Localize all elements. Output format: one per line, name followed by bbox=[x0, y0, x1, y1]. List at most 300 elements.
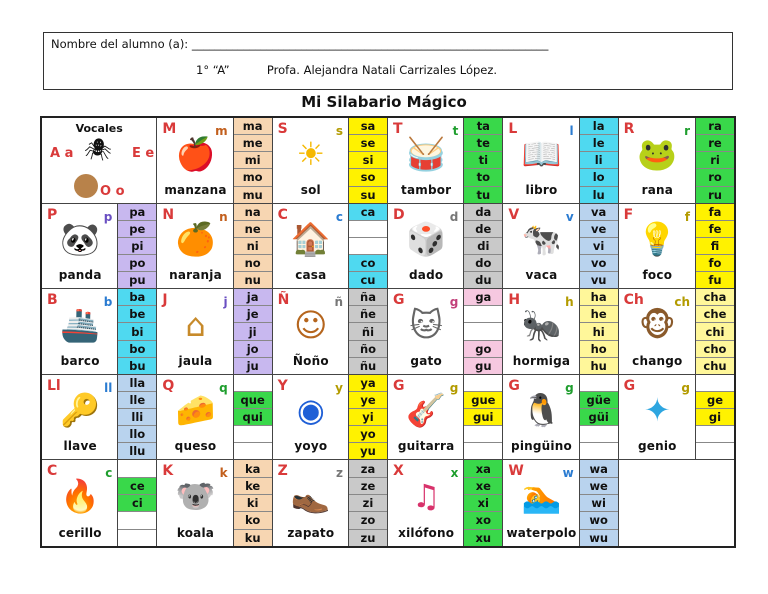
syllable: zo bbox=[349, 512, 387, 529]
uppercase-letter: J bbox=[162, 292, 168, 309]
letter-cell bbox=[273, 289, 388, 375]
lowercase-letter: w bbox=[562, 466, 574, 481]
picture-word: Ñoño bbox=[292, 353, 329, 368]
syllable: ci bbox=[118, 495, 156, 512]
syllable: nu bbox=[234, 272, 272, 288]
uppercase-letter: K bbox=[162, 463, 174, 480]
syllable: ru bbox=[696, 187, 734, 203]
syllable: te bbox=[464, 135, 502, 152]
vowel-a: A a bbox=[50, 146, 74, 161]
syllable: bo bbox=[118, 341, 156, 358]
syllable-column bbox=[463, 118, 502, 203]
syllable: yi bbox=[349, 409, 387, 426]
syllable bbox=[118, 530, 156, 546]
syllable: zi bbox=[349, 495, 387, 512]
syllable bbox=[349, 238, 387, 255]
syllable: la bbox=[580, 118, 618, 135]
lowercase-letter: x bbox=[450, 466, 459, 481]
syllable bbox=[464, 306, 502, 323]
syllable: ta bbox=[464, 118, 502, 135]
letter-cell bbox=[157, 460, 272, 546]
syllable: lli bbox=[118, 409, 156, 426]
picture-word: jaula bbox=[178, 353, 213, 368]
letter-picture-area bbox=[42, 375, 118, 460]
syllable bbox=[234, 375, 272, 392]
syllable bbox=[696, 375, 734, 392]
letter-picture-area bbox=[273, 289, 349, 374]
syllable-column bbox=[579, 460, 618, 546]
letter-cell bbox=[388, 204, 503, 290]
syllable bbox=[349, 221, 387, 238]
syllable: ye bbox=[349, 392, 387, 409]
syllable: ha bbox=[580, 289, 618, 306]
syllable: he bbox=[580, 306, 618, 323]
monkey-icon: 🐵 bbox=[638, 305, 676, 344]
picture-word: casa bbox=[295, 268, 327, 283]
letter-picture-area bbox=[157, 118, 233, 203]
syllable: pu bbox=[118, 272, 156, 288]
letter-cell bbox=[157, 118, 272, 204]
penguin-icon: 🐧 bbox=[521, 391, 562, 430]
syllable bbox=[464, 375, 502, 392]
lowercase-letter: z bbox=[336, 466, 343, 481]
page-title: Mi Silabario Mágico bbox=[301, 93, 467, 111]
syllable: cha bbox=[696, 289, 734, 306]
syllable: za bbox=[349, 460, 387, 477]
apple-icon: 🍎 bbox=[175, 134, 216, 173]
syllable: ñe bbox=[349, 306, 387, 323]
letter-cell bbox=[388, 375, 503, 461]
syllable: güe bbox=[580, 392, 618, 409]
drum-icon: 🥁 bbox=[406, 134, 447, 173]
syllable: xa bbox=[464, 460, 502, 477]
uppercase-letter: H bbox=[508, 292, 521, 309]
lowercase-letter: t bbox=[452, 124, 459, 138]
book-icon: 📖 bbox=[521, 134, 562, 173]
syllable-column bbox=[233, 204, 272, 289]
syllable: ño bbox=[349, 341, 387, 358]
syllable: pa bbox=[118, 204, 156, 221]
syllable: xu bbox=[464, 530, 502, 546]
yoyo-icon: ◉ bbox=[296, 391, 325, 430]
cat-icon: 🐱 bbox=[409, 305, 443, 344]
uppercase-letter: R bbox=[623, 121, 635, 137]
ship-icon: 🚢 bbox=[60, 305, 101, 344]
syllable: zu bbox=[349, 530, 387, 546]
lowercase-letter: g bbox=[565, 380, 574, 395]
syllable-column bbox=[579, 118, 618, 203]
syllable: gui bbox=[464, 409, 502, 426]
picture-word: sol bbox=[300, 182, 321, 197]
syllable: ja bbox=[234, 289, 272, 306]
syllable: ma bbox=[234, 118, 272, 135]
bear-icon bbox=[74, 174, 98, 198]
syllable-column bbox=[463, 289, 502, 374]
picture-word: genio bbox=[638, 439, 677, 454]
letter-picture-area bbox=[503, 204, 579, 289]
lowercase-letter: l bbox=[569, 124, 574, 138]
letter-picture-area bbox=[157, 460, 233, 546]
letter-picture-area bbox=[388, 204, 464, 289]
syllable-column bbox=[233, 460, 272, 546]
letter-picture-area bbox=[388, 460, 464, 546]
syllable: fo bbox=[696, 255, 734, 272]
uppercase-letter: Y bbox=[277, 377, 288, 394]
genie-icon: ✦ bbox=[643, 391, 671, 430]
uppercase-letter: L bbox=[508, 121, 518, 137]
lowercase-letter: q bbox=[219, 380, 228, 395]
syllable bbox=[464, 426, 502, 443]
syllable: vu bbox=[580, 272, 618, 288]
uppercase-letter: G bbox=[393, 377, 405, 394]
syllable: fa bbox=[696, 204, 734, 221]
syllable bbox=[234, 426, 272, 443]
letter-picture-area bbox=[273, 375, 349, 460]
bulb-icon: 💡 bbox=[637, 220, 678, 259]
letter-cell bbox=[42, 460, 157, 546]
uppercase-letter: Ll bbox=[47, 377, 61, 394]
letter-picture-area bbox=[42, 289, 118, 374]
letter-cell bbox=[273, 204, 388, 290]
syllable: ña bbox=[349, 289, 387, 306]
uppercase-letter: T bbox=[393, 121, 403, 137]
letter-picture-area bbox=[273, 118, 349, 203]
syllable: we bbox=[580, 478, 618, 495]
syllable: pe bbox=[118, 221, 156, 238]
syllable: de bbox=[464, 221, 502, 238]
vowel-o: O o bbox=[100, 184, 125, 199]
picture-word: foco bbox=[642, 268, 673, 283]
syllable bbox=[118, 460, 156, 477]
syllable: lo bbox=[580, 169, 618, 186]
syllable: to bbox=[464, 169, 502, 186]
lowercase-letter: g bbox=[449, 380, 459, 395]
syllable-column bbox=[233, 289, 272, 374]
syllable: se bbox=[349, 135, 387, 152]
letter-picture-area bbox=[157, 289, 233, 374]
lowercase-letter: f bbox=[684, 209, 690, 224]
lowercase-letter: n bbox=[219, 209, 228, 224]
picture-word: panda bbox=[58, 268, 102, 283]
lowercase-letter: g bbox=[681, 380, 690, 395]
frog-icon: 🐸 bbox=[637, 134, 678, 173]
picture-word: barco bbox=[60, 353, 100, 368]
picture-word: libro bbox=[525, 182, 558, 197]
syllable: pi bbox=[118, 238, 156, 255]
letter-cell bbox=[503, 118, 618, 204]
letter-cell bbox=[503, 204, 618, 290]
syllable: fu bbox=[696, 272, 734, 288]
uppercase-letter: D bbox=[393, 206, 405, 223]
syllable: ve bbox=[580, 221, 618, 238]
ant-icon: 🐜 bbox=[521, 305, 562, 344]
syllable-column bbox=[695, 204, 734, 289]
letter-picture-area bbox=[42, 204, 118, 289]
syllable: tu bbox=[464, 187, 502, 203]
picture-word: hormiga bbox=[512, 353, 571, 368]
lowercase-letter: ch bbox=[674, 295, 690, 310]
syllable bbox=[580, 443, 618, 459]
match-icon: 🔥 bbox=[60, 477, 101, 516]
letter-cell bbox=[157, 204, 272, 290]
syllable: ho bbox=[580, 341, 618, 358]
syllable: du bbox=[464, 272, 502, 288]
letter-picture-area bbox=[42, 460, 118, 546]
letter-picture-area bbox=[388, 289, 464, 374]
syllable: ko bbox=[234, 512, 272, 529]
letter-picture-area bbox=[157, 375, 233, 460]
uppercase-letter: M bbox=[162, 121, 177, 137]
uppercase-letter: B bbox=[47, 292, 58, 309]
house-icon: 🏠 bbox=[290, 220, 331, 259]
syllable: vo bbox=[580, 255, 618, 272]
uppercase-letter: Q bbox=[162, 377, 175, 394]
syllable: lle bbox=[118, 392, 156, 409]
letter-cell bbox=[503, 289, 618, 375]
letter-cell bbox=[388, 289, 503, 375]
koala-icon: 🐨 bbox=[175, 477, 216, 516]
syllable-column bbox=[117, 460, 156, 546]
syllable-column bbox=[117, 375, 156, 460]
uppercase-letter: S bbox=[277, 121, 288, 137]
syllable-column bbox=[117, 204, 156, 289]
syllable: che bbox=[696, 306, 734, 323]
syllable-column bbox=[695, 289, 734, 374]
syllable-column bbox=[579, 289, 618, 374]
uppercase-letter: N bbox=[162, 206, 175, 223]
vocales-cell bbox=[42, 118, 157, 204]
syllable: ya bbox=[349, 375, 387, 392]
syllable: chu bbox=[696, 358, 734, 374]
syllable-column bbox=[117, 289, 156, 374]
syllable: ti bbox=[464, 152, 502, 169]
letter-cell bbox=[619, 118, 734, 204]
syllable bbox=[696, 426, 734, 443]
syllable bbox=[696, 443, 734, 459]
syllable: ba bbox=[118, 289, 156, 306]
picture-word: xilófono bbox=[398, 525, 455, 540]
orange-icon: 🍊 bbox=[175, 220, 216, 259]
syllable: va bbox=[580, 204, 618, 221]
syllable-column bbox=[463, 204, 502, 289]
syllable: no bbox=[234, 255, 272, 272]
syllable: vi bbox=[580, 238, 618, 255]
letter-picture-area bbox=[619, 204, 696, 289]
syllable: ka bbox=[234, 460, 272, 477]
syllable: mo bbox=[234, 169, 272, 186]
syllable: wu bbox=[580, 530, 618, 546]
picture-word: pingüino bbox=[511, 439, 572, 454]
lowercase-letter: h bbox=[565, 295, 574, 310]
vocales-title: Vocales bbox=[75, 122, 123, 135]
syllable: li bbox=[580, 152, 618, 169]
picture-word: tambor bbox=[401, 182, 452, 197]
syllable: da bbox=[464, 204, 502, 221]
lowercase-letter: ll bbox=[104, 380, 113, 395]
syllable-column bbox=[579, 375, 618, 460]
syllable: ji bbox=[234, 323, 272, 340]
letter-cell bbox=[42, 375, 157, 461]
syllable bbox=[464, 443, 502, 459]
syllable: me bbox=[234, 135, 272, 152]
letter-picture-area bbox=[503, 460, 579, 546]
uppercase-letter: X bbox=[393, 463, 404, 480]
letter-cell bbox=[273, 460, 388, 546]
letter-cell bbox=[619, 204, 734, 290]
syllable: je bbox=[234, 306, 272, 323]
lowercase-letter: p bbox=[103, 209, 113, 224]
class-info bbox=[196, 63, 497, 77]
lowercase-letter: d bbox=[449, 209, 459, 224]
syllable: bi bbox=[118, 323, 156, 340]
letter-cell bbox=[619, 375, 734, 461]
syllable-column bbox=[348, 118, 387, 203]
syllable: llo bbox=[118, 426, 156, 443]
syllable: que bbox=[234, 392, 272, 409]
syllable-column bbox=[233, 118, 272, 203]
picture-word: gato bbox=[410, 353, 442, 368]
syllable-column bbox=[695, 118, 734, 203]
syllable: wi bbox=[580, 495, 618, 512]
picture-word: chango bbox=[632, 353, 683, 368]
letter-cell bbox=[388, 118, 503, 204]
uppercase-letter: G bbox=[508, 377, 520, 394]
student-name-line: Nombre del alumno (a): ______________________________________________________________ bbox=[51, 37, 549, 51]
syllable-column bbox=[463, 460, 502, 546]
uppercase-letter: Ñ bbox=[277, 292, 290, 309]
student-header bbox=[43, 32, 733, 90]
picture-word: naranja bbox=[169, 268, 222, 283]
syllable: lu bbox=[580, 187, 618, 203]
syllable: bu bbox=[118, 358, 156, 374]
syllable: ju bbox=[234, 358, 272, 374]
dice-icon: 🎲 bbox=[406, 220, 447, 259]
uppercase-letter: Ch bbox=[623, 292, 644, 309]
letter-picture-area bbox=[619, 118, 696, 203]
syllable bbox=[580, 426, 618, 443]
panda-icon: 🐼 bbox=[60, 220, 101, 259]
syllable: llu bbox=[118, 443, 156, 459]
syllable: le bbox=[580, 135, 618, 152]
cheese-icon: 🧀 bbox=[175, 391, 216, 430]
syllable: güi bbox=[580, 409, 618, 426]
uppercase-letter: C bbox=[47, 463, 58, 480]
syllable: ra bbox=[696, 118, 734, 135]
picture-word: manzana bbox=[164, 182, 227, 197]
letter-picture-area bbox=[503, 118, 579, 203]
syllable-column bbox=[579, 204, 618, 289]
picture-word: koala bbox=[176, 525, 215, 540]
syllable-column bbox=[233, 375, 272, 460]
syllable: wa bbox=[580, 460, 618, 477]
syllable: chi bbox=[696, 323, 734, 340]
lowercase-letter: b bbox=[103, 295, 113, 310]
picture-word: queso bbox=[174, 439, 217, 454]
lowercase-letter: k bbox=[219, 466, 228, 481]
syllable: jo bbox=[234, 341, 272, 358]
syllable: ne bbox=[234, 221, 272, 238]
letter-picture-area bbox=[273, 204, 349, 289]
letter-picture-area bbox=[619, 289, 696, 374]
spider-icon: 🕷 bbox=[84, 138, 112, 163]
picture-word: cerillo bbox=[58, 525, 102, 540]
syllable: gi bbox=[696, 409, 734, 426]
syllable-column bbox=[348, 289, 387, 374]
lowercase-letter: r bbox=[684, 124, 690, 138]
letter-cell bbox=[503, 460, 618, 546]
syllable: gue bbox=[464, 392, 502, 409]
syllable: ñi bbox=[349, 323, 387, 340]
syllable: so bbox=[349, 169, 387, 186]
syllable: yu bbox=[349, 443, 387, 459]
cow-icon: 🐄 bbox=[521, 220, 562, 259]
cage-icon: ⌂ bbox=[185, 305, 206, 344]
syllable-column bbox=[348, 375, 387, 460]
picture-word: guitarra bbox=[397, 439, 455, 454]
uppercase-letter: W bbox=[508, 463, 524, 480]
syllable-column bbox=[348, 460, 387, 546]
uppercase-letter: Z bbox=[277, 463, 288, 480]
lowercase-letter: y bbox=[335, 380, 343, 395]
lowercase-letter: v bbox=[565, 209, 574, 224]
syllable bbox=[580, 375, 618, 392]
grade-label: 1° “A” bbox=[196, 63, 230, 77]
syllable: cho bbox=[696, 341, 734, 358]
picture-word: waterpolo bbox=[506, 525, 577, 540]
xylophone-icon: ♫ bbox=[411, 477, 441, 516]
syllable: di bbox=[464, 238, 502, 255]
syllable bbox=[234, 443, 272, 459]
syllable: ge bbox=[696, 392, 734, 409]
syllable: cu bbox=[349, 272, 387, 288]
picture-word: rana bbox=[641, 182, 674, 197]
lowercase-letter: ñ bbox=[334, 295, 343, 310]
picture-word: yoyo bbox=[294, 439, 328, 454]
vowel-e: E e bbox=[132, 146, 155, 161]
syllable: be bbox=[118, 306, 156, 323]
syllable: xe bbox=[464, 478, 502, 495]
letter-cell bbox=[503, 375, 618, 461]
syllable: su bbox=[349, 187, 387, 203]
syllable-column bbox=[463, 375, 502, 460]
lowercase-letter: m bbox=[215, 124, 228, 138]
picture-word: vaca bbox=[525, 268, 558, 283]
syllable: co bbox=[349, 255, 387, 272]
letter-picture-area bbox=[503, 289, 579, 374]
syllable bbox=[464, 323, 502, 340]
syllable: hu bbox=[580, 358, 618, 374]
syllable: ca bbox=[349, 204, 387, 221]
letter-cell bbox=[42, 289, 157, 375]
syllable: ke bbox=[234, 478, 272, 495]
syllable-column bbox=[348, 204, 387, 289]
letter-cell bbox=[42, 204, 157, 290]
syllable: hi bbox=[580, 323, 618, 340]
key-icon: 🔑 bbox=[60, 391, 101, 430]
letter-picture-area bbox=[619, 375, 696, 460]
lowercase-letter: s bbox=[335, 124, 343, 138]
syllable: qui bbox=[234, 409, 272, 426]
syllable: ki bbox=[234, 495, 272, 512]
syllable: ni bbox=[234, 238, 272, 255]
uppercase-letter: G bbox=[393, 292, 405, 309]
boy-icon: ☺ bbox=[294, 305, 328, 344]
picture-word: zapato bbox=[287, 525, 335, 540]
uppercase-letter: P bbox=[47, 206, 58, 223]
syllable: ku bbox=[234, 530, 272, 546]
waterpolo-icon: 🏊 bbox=[521, 477, 562, 516]
syllable: go bbox=[464, 341, 502, 358]
